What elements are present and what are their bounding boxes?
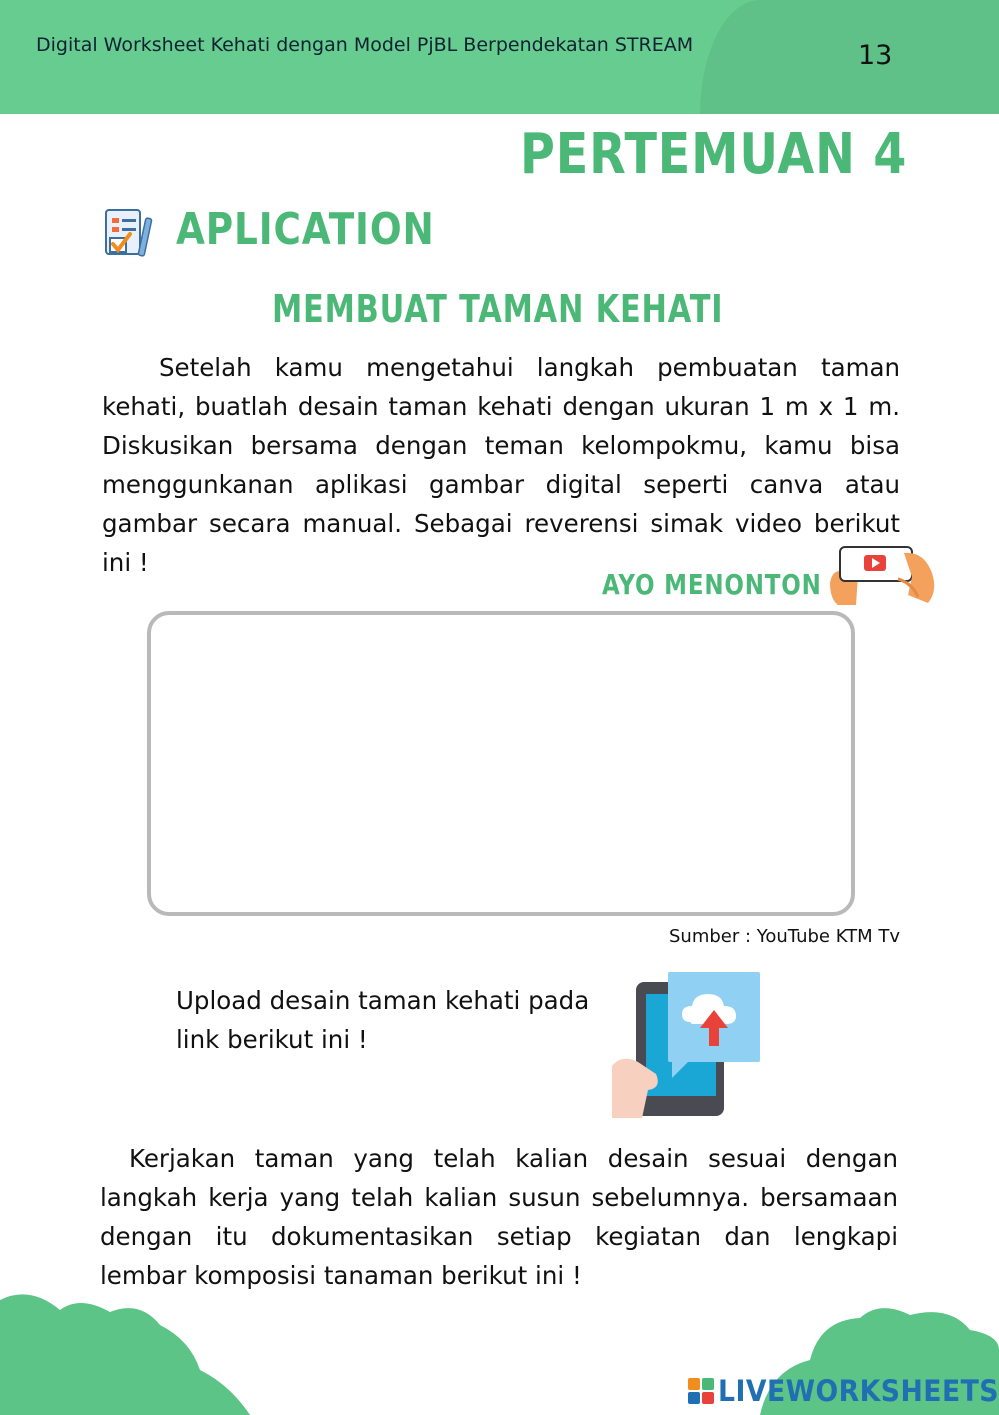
- header-tab-shape: [700, 0, 999, 114]
- video-source: Sumber : YouTube KTM Tv: [669, 926, 900, 947]
- cloud-upload-icon: [612, 970, 762, 1120]
- intro-paragraph: Setelah kamu mengetahui langkah pembuatan taman kehati, buatlah desain taman kehati dengan ukuran 1 m x 1 m. Diskusikan bersama dengan teman kelompokmu, kamu bisa menggunkanan aplikasi gambar digital seperti canva atau gambar secara manual. Sebagai reverensi simak video berikut ini !: [102, 353, 900, 577]
- closing-paragraph: Kerjakan taman yang telah kalian desain sesuai dengan langkah kerja yang telah kalian susun sebelumnya. bersamaan dengan itu dokumentasikan setiap kegiatan dan lengkapi lembar komposisi tanaman berikut ini !: [100, 1144, 898, 1290]
- watch-label: AYO MENONTON: [602, 568, 822, 601]
- section-title: APLICATION: [176, 204, 435, 255]
- phone-video-icon: [828, 543, 940, 613]
- worksheet-title: Digital Worksheet Kehati dengan Model PjBL Berpendekatan STREAM: [36, 34, 694, 56]
- liveworksheets-logo: [688, 1378, 714, 1404]
- liveworksheets-brand: [688, 1374, 999, 1408]
- page-number: 13: [858, 40, 893, 71]
- section-subtitle: MEMBUAT TAMAN KEHATI: [272, 287, 724, 331]
- page-header: [0, 0, 999, 114]
- upload-instructions: Upload desain taman kehati pada link berikut ini !: [176, 986, 590, 1054]
- brand-text: LIVEWORKSHEETS: [718, 1374, 999, 1408]
- video-embed-placeholder[interactable]: [147, 611, 855, 916]
- meeting-title: PERTEMUAN 4: [520, 122, 908, 187]
- checklist-icon: [100, 204, 156, 262]
